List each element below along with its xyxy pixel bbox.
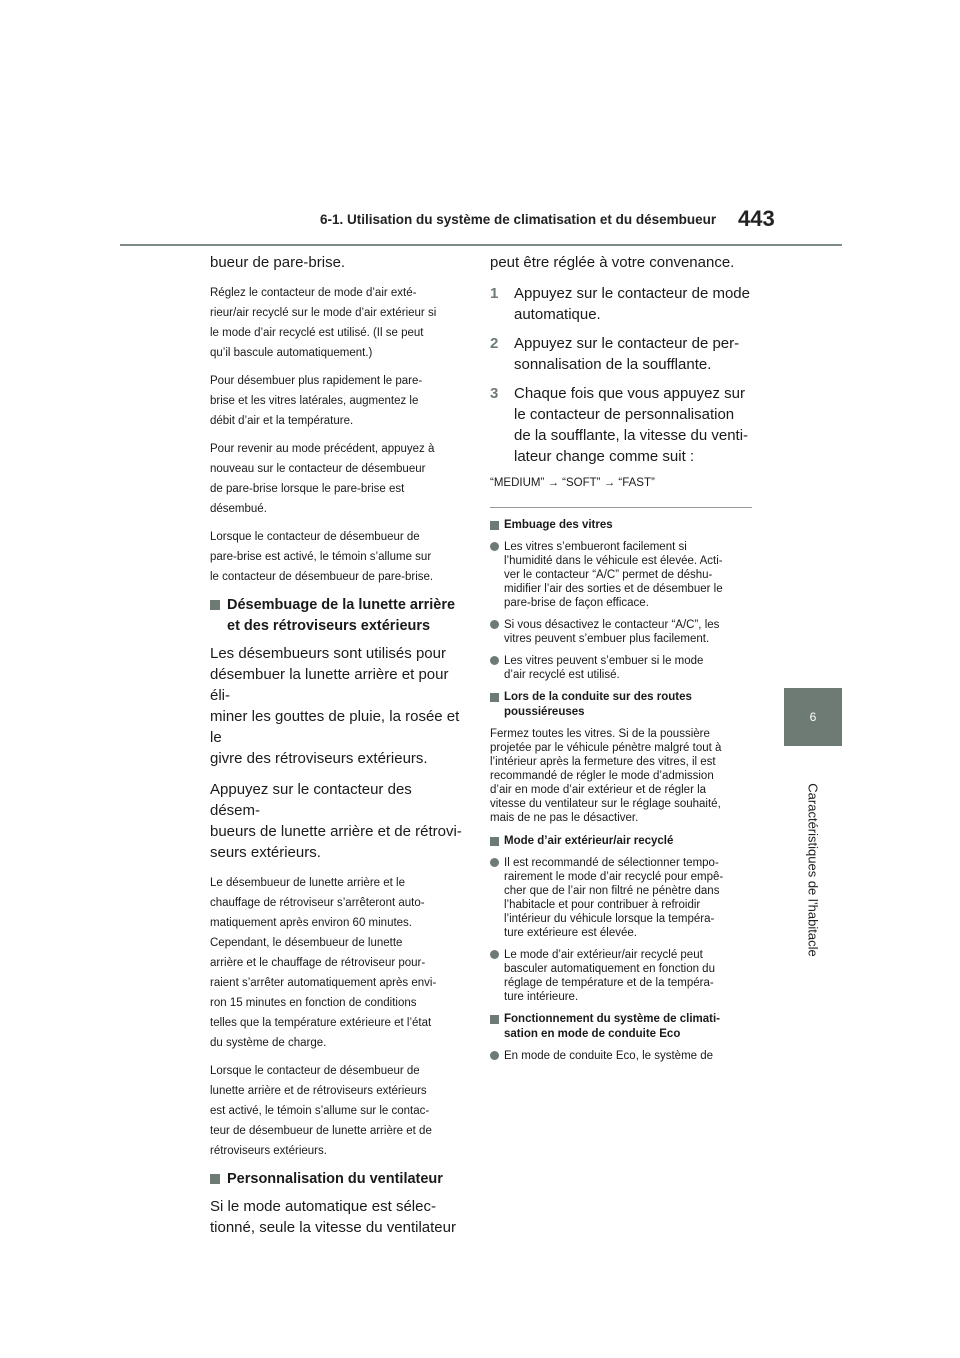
round-bullet-icon xyxy=(490,542,499,551)
note-bullet: Les vitres peuvent s’embuer si le mode d’air recyclé est utilisé. xyxy=(490,654,752,682)
left-column xyxy=(210,252,464,1248)
note-bullet: Les vitres s’embueront facilement si l’humidité dans le véhicule est élevée. Acti- ver le contacteur “A/C” permet de déshu- midifier l’air des sorties et de désembuer le pare-brise de façon efficace. xyxy=(490,540,752,610)
step-1: 1 Appuyez sur le contacteur de mode automatique. xyxy=(490,285,750,323)
note-bullet: Le mode d’air extérieur/air recyclé peut basculer automatiquement en fonction du réglage de température et de la tempéra- ture intérieure. xyxy=(490,948,752,1004)
fan-speed-sequence: “MEDIUM” → “SOFT” → “FAST” xyxy=(490,477,655,489)
chapter-number: 6 xyxy=(809,710,817,724)
round-bullet-icon xyxy=(490,858,499,867)
step-2: 2 Appuyez sur le contacteur de per- sonnalisation de la soufflante. xyxy=(490,335,740,373)
page-number: 443 xyxy=(738,206,775,231)
paragraph: Les désembueurs sont utilisés pour désembuer la lunette arrière et pour éli- miner les gouttes de pluie, la rosée et le givre des rétroviseurs extérieurs. xyxy=(210,645,460,767)
square-bullet-icon xyxy=(490,693,499,702)
round-bullet-icon xyxy=(490,656,499,665)
note-heading: Embuage des vitres xyxy=(490,518,752,533)
square-bullet-icon xyxy=(210,600,220,610)
paragraph: Pour revenir au mode précédent, appuyez à nouveau sur le contacteur de désembueur de pare-brise lorsque le pare-brise est désembué. xyxy=(210,443,435,515)
round-bullet-icon xyxy=(490,620,499,629)
square-bullet-icon xyxy=(490,521,499,530)
square-bullet-icon xyxy=(210,1174,220,1184)
step-number: 2 xyxy=(490,335,499,352)
section-heading: Désembuage de la lunette arrière et des rétroviseurs extérieurs xyxy=(210,595,464,637)
note-heading: Fonctionnement du système de climati- sation en mode de conduite Eco xyxy=(490,1012,752,1042)
paragraph: Lorsque le contacteur de désembueur de pare-brise est activé, le témoin s’allume sur le contacteur de désembueur de pare-brise. xyxy=(210,531,434,583)
paragraph: Réglez le contacteur de mode d’air exté- rieur/air recyclé sur le mode d’air extérieur si le mode d’air recyclé est utilisé. (Il se peut qu’il bascule automatiquement.) xyxy=(210,287,437,359)
header-rule xyxy=(120,244,842,246)
page-header xyxy=(120,208,842,246)
note-paragraph: Fermez toutes les vitres. Si de la poussière projetée par le véhicule pénètre malgré tout à l’intérieur après la fermeture des vitres, il est recommandé de régler le mode d’admission d’air en mode d’air extérieur et de régler la vitesse du ventilateur sur le réglage souhaité, mais de ne pas le désactiver. xyxy=(490,728,722,824)
paragraph: peut être réglée à votre convenance. xyxy=(490,254,735,271)
note-heading: Lors de la conduite sur des routes poussiéreuses xyxy=(490,690,752,720)
square-bullet-icon xyxy=(490,1015,499,1024)
paragraph: Appuyez sur le contacteur des désem- bueurs de lunette arrière et de rétrovi- seurs extérieurs. xyxy=(210,781,462,861)
paragraph: Si le mode automatique est sélec- tionné, seule la vitesse du ventilateur xyxy=(210,1198,456,1236)
note-heading: Mode d’air extérieur/air recyclé xyxy=(490,834,752,849)
note-bullet: Il est recommandé de sélectionner tempo- rairement le mode d’air recyclé pour empê- cher que de l’air non filtré ne pénètre dans l’habitacle et pour contribuer à refroidir l’intérieur du véhicule lorsque la tempéra- ture extérieure est élevée. xyxy=(490,856,752,940)
chapter-tab xyxy=(784,688,842,746)
round-bullet-icon xyxy=(490,1051,499,1060)
note-bullet: En mode de conduite Eco, le système de xyxy=(490,1049,752,1063)
step-number: 1 xyxy=(490,285,499,302)
section-title: 6-1. Utilisation du système de climatisation et du désembueur xyxy=(320,212,717,227)
right-column xyxy=(490,252,752,1071)
step-number: 3 xyxy=(490,385,499,402)
notes-divider xyxy=(490,507,752,508)
paragraph: Lorsque le contacteur de désembueur de lunette arrière et de rétroviseurs extérieurs est activé, le témoin s’allume sur le contac- teur de désembueur de lunette arrière et de rétroviseurs extérieurs. xyxy=(210,1065,432,1157)
section-heading: Personnalisation du ventilateur xyxy=(210,1169,464,1190)
square-bullet-icon xyxy=(490,837,499,846)
paragraph: Pour désembuer plus rapidement le pare- brise et les vitres latérales, augmentez le débit d’air et la température. xyxy=(210,375,423,427)
note-bullet: Si vous désactivez le contacteur “A/C”, les vitres peuvent s’embuer plus facilement. xyxy=(490,618,752,646)
paragraph: bueur de pare-brise. xyxy=(210,254,346,271)
step-3: 3 Chaque fois que vous appuyez sur le contacteur de personnalisation de la soufflante, la vitesse du venti- lateur change comme suit : xyxy=(490,385,749,465)
round-bullet-icon xyxy=(490,950,499,959)
chapter-label: Caractéristiques de l’habitacle xyxy=(805,783,821,957)
paragraph: Le désembueur de lunette arrière et le chauffage de rétroviseur s’arrêteront auto- matiquement après environ 60 minutes. Cependant, le désembueur de lunette arrière et le chauffage de rétroviseur pour- raient s’arrêter automatiquement après envi- ron 15 minutes en fonction de conditions telles que la température extérieure et l’état du système de charge. xyxy=(210,877,437,1049)
